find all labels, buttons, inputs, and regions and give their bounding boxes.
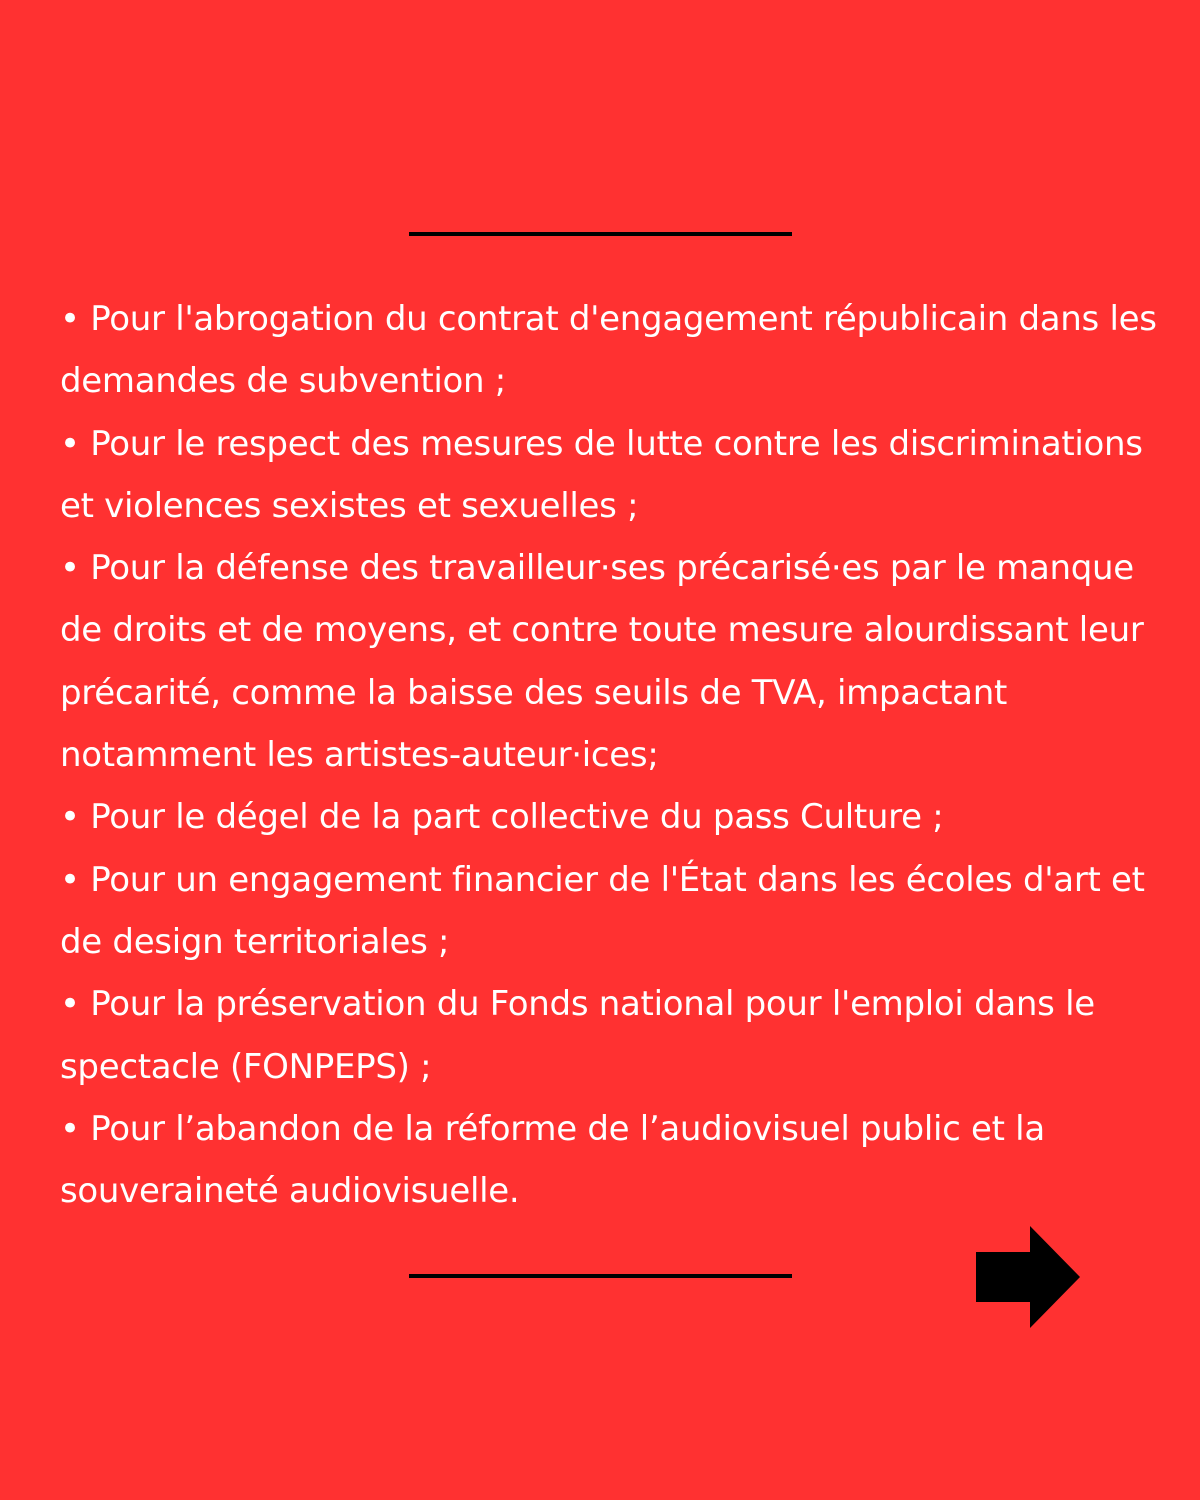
list-item: • Pour le respect des mesures de lutte contre les discriminations et violences sexistes et sexuelles ; xyxy=(60,423,1143,526)
arrow-right-icon[interactable] xyxy=(976,1226,1080,1328)
list-item: • Pour le dégel de la part collective du pass Culture ; xyxy=(60,797,944,838)
list-item: • Pour l'abrogation du contrat d'engagement républicain dans les demandes de subvention ; xyxy=(60,299,1157,402)
list-item: • Pour la préservation du Fonds national pour l'emploi dans le spectacle (FONPEPS) ; xyxy=(60,984,1095,1087)
bottom-divider xyxy=(409,1274,792,1278)
top-divider xyxy=(409,232,792,236)
list-item: • Pour un engagement financier de l'État dans les écoles d'art et de design territoriales ; xyxy=(60,859,1145,962)
list-item: • Pour l’abandon de la réforme de l’audiovisuel public et la souveraineté audiovisuelle. xyxy=(60,1108,1045,1212)
demands-list xyxy=(60,288,1160,1222)
list-item: • Pour la défense des travailleur·ses précarisé·es par le manque de droits et de moyens, et contre toute mesure alourdissant leur précarité, comme la baisse des seuils de TVA, impactant notamment les artistes-auteur·ices; xyxy=(60,548,1144,776)
